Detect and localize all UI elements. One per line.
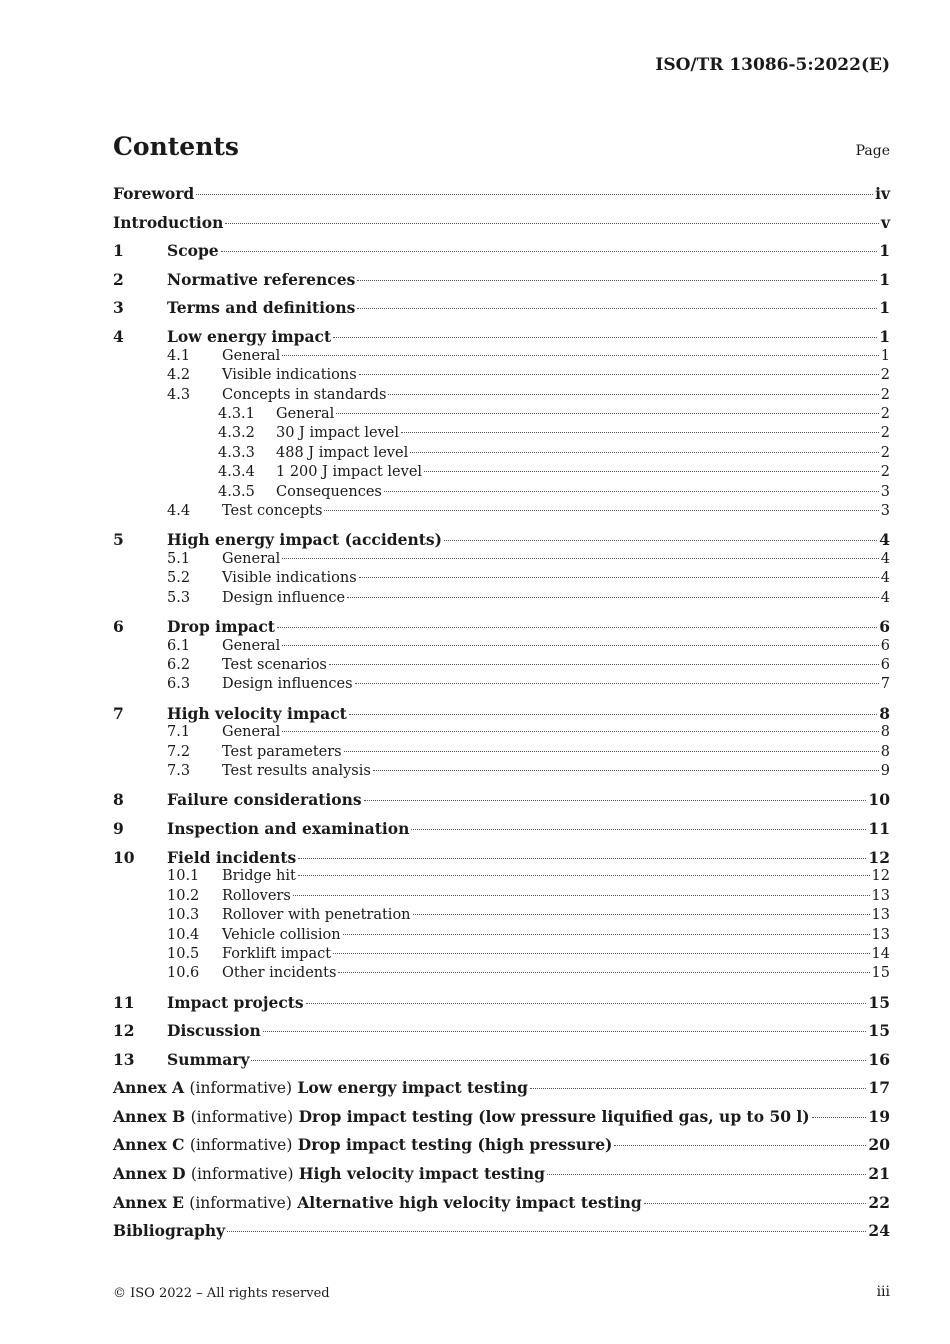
toc-entry-page: 4	[880, 550, 890, 567]
toc-entry[interactable]	[113, 1079, 890, 1098]
dot-leader	[355, 683, 879, 684]
dot-leader	[349, 714, 877, 715]
dot-leader	[388, 394, 878, 395]
dot-leader	[384, 491, 879, 492]
toc-entry[interactable]	[113, 444, 890, 463]
toc-entry-page: 6	[880, 637, 890, 654]
toc-entry-page: 2	[880, 425, 890, 442]
toc-entry-page: 1	[879, 298, 890, 318]
dot-leader	[444, 540, 877, 541]
toc-entry-page: 2	[880, 386, 890, 403]
dot-leader	[336, 413, 878, 414]
annex-label: Annex C	[113, 1135, 185, 1155]
toc-entry-page: 20	[868, 1135, 890, 1155]
toc-entry-title: Failure considerations	[167, 790, 362, 810]
toc-entry-number: 13	[113, 1049, 135, 1069]
toc-entry-title: Introduction	[113, 212, 224, 232]
toc-entry-page: 8	[880, 724, 890, 741]
toc-entry-number: 10.6	[167, 965, 200, 982]
toc-entry[interactable]	[113, 347, 890, 366]
toc-entry-number: 1	[113, 241, 124, 261]
dot-leader	[196, 194, 873, 195]
toc-entry-title: Concepts in standards	[222, 386, 387, 403]
toc-entry[interactable]	[113, 1022, 890, 1041]
toc-entry[interactable]	[113, 502, 890, 521]
dot-leader	[221, 251, 878, 252]
toc-entry[interactable]	[113, 424, 890, 443]
table-of-contents	[113, 185, 890, 1241]
toc-entry-number: 4.1	[167, 347, 191, 364]
dot-leader	[812, 1117, 867, 1118]
dot-leader	[282, 731, 878, 732]
toc-entry-title	[113, 1108, 810, 1127]
dot-leader	[357, 280, 877, 281]
dot-leader	[357, 308, 877, 309]
toc-entry-page: 3	[880, 483, 890, 500]
dot-leader	[277, 627, 877, 628]
annex-informative-label: (informative)	[189, 1136, 293, 1155]
toc-entry-title: Vehicle collision	[222, 926, 341, 943]
toc-entry-title: Discussion	[167, 1021, 261, 1041]
toc-entry-page: v	[880, 212, 890, 232]
toc-entry[interactable]	[113, 483, 890, 502]
dot-leader	[410, 452, 879, 453]
toc-entry[interactable]	[113, 1136, 890, 1155]
toc-entry-title: Scope	[167, 241, 219, 261]
toc-entry[interactable]	[113, 569, 890, 588]
toc-entry-title: Impact projects	[167, 992, 304, 1012]
toc-entry-page: 11	[868, 818, 890, 838]
toc-entry-number: 4	[113, 326, 124, 346]
toc-entry-page: 15	[868, 1021, 890, 1041]
toc-entry-title: Consequences	[276, 483, 382, 500]
toc-entry-title: Rollovers	[222, 887, 291, 904]
toc-entry-number: 6.3	[167, 676, 191, 693]
toc-entry[interactable]	[113, 589, 890, 608]
annex-informative-label: (informative)	[190, 1107, 294, 1126]
dot-leader	[333, 337, 877, 338]
toc-entry[interactable]	[113, 743, 890, 762]
toc-entry-page: 6	[879, 616, 890, 636]
toc-entry-title: 1 200 J impact level	[276, 464, 423, 481]
toc-entry[interactable]	[113, 242, 890, 261]
annex-label: Annex D	[113, 1164, 186, 1184]
toc-entry-page: 1	[879, 241, 890, 261]
dot-leader	[282, 645, 878, 646]
toc-entry-page: 15	[871, 965, 890, 982]
dot-leader	[282, 355, 878, 356]
dot-leader	[298, 875, 870, 876]
toc-entry-number: 3	[113, 298, 124, 318]
toc-entry-number: 12	[113, 1021, 135, 1041]
toc-entry-number: 11	[113, 992, 135, 1012]
toc-entry-title: Inspection and examination	[167, 818, 410, 838]
toc-entry[interactable]	[113, 637, 890, 656]
toc-entry-title: Drop impact	[167, 616, 275, 636]
toc-entry[interactable]	[113, 791, 890, 810]
toc-entry-number: 7.1	[167, 724, 191, 741]
toc-entry[interactable]	[113, 820, 890, 839]
toc-entry-page: 4	[879, 530, 890, 550]
toc-entry[interactable]	[113, 705, 890, 724]
dot-leader	[333, 953, 869, 954]
toc-entry-number: 4.3.5	[218, 483, 255, 500]
toc-entry-page: 13	[871, 887, 890, 904]
toc-entry-title: 30 J impact level	[276, 425, 399, 442]
toc-entry-title: Terms and definitions	[167, 298, 356, 318]
toc-entry-title: Bibliography	[113, 1221, 226, 1241]
footer-page-number: iii	[876, 1284, 890, 1300]
dot-leader	[329, 664, 879, 665]
toc-entry[interactable]	[113, 656, 890, 675]
toc-entry-page: 21	[868, 1164, 890, 1184]
annex-informative-label: (informative)	[189, 1193, 292, 1212]
toc-entry-page: 1	[880, 347, 890, 364]
toc-entry[interactable]	[113, 299, 890, 318]
toc-entry[interactable]	[113, 926, 890, 945]
toc-entry-title: Test results analysis	[222, 763, 371, 780]
dot-leader	[282, 558, 878, 559]
toc-entry-title	[113, 1079, 528, 1098]
toc-entry[interactable]	[113, 271, 890, 290]
toc-entry-number: 10.4	[167, 926, 200, 943]
toc-entry[interactable]	[113, 328, 890, 347]
dot-leader	[347, 597, 879, 598]
toc-entry[interactable]	[113, 887, 890, 906]
toc-entry-number: 6	[113, 616, 124, 636]
dot-leader	[227, 1231, 866, 1232]
toc-entry-page: iv	[875, 184, 890, 203]
dot-leader	[338, 972, 869, 973]
toc-entry-page: 22	[868, 1192, 890, 1212]
annex-title: Drop impact testing (high pressure)	[297, 1135, 613, 1155]
dot-leader	[547, 1174, 866, 1175]
toc-entry-page: 6	[880, 657, 890, 674]
page-column-label: Page	[855, 143, 890, 159]
annex-title: Low energy impact testing	[297, 1078, 528, 1098]
toc-entry-number: 10.1	[167, 868, 200, 885]
toc-entry[interactable]	[113, 531, 890, 550]
dot-leader	[364, 800, 867, 801]
toc-entry-number: 4.4	[167, 502, 191, 519]
toc-entry-title: Test scenarios	[222, 657, 327, 674]
toc-entry-number: 4.3.3	[218, 444, 255, 461]
toc-entry[interactable]	[113, 675, 890, 694]
toc-entry-page: 3	[880, 502, 890, 519]
dot-leader	[251, 1060, 866, 1061]
annex-label: Annex E	[113, 1192, 184, 1212]
toc-entry-title	[113, 1165, 545, 1184]
toc-entry-page: 13	[871, 907, 890, 924]
toc-entry[interactable]	[113, 1165, 890, 1184]
toc-entry-number: 4.3.2	[218, 425, 255, 442]
footer-copyright: © ISO 2022 – All rights reserved	[113, 1286, 330, 1301]
toc-entry-title: Summary	[167, 1049, 250, 1069]
toc-entry-title: Field incidents	[167, 847, 297, 867]
toc-entry-number: 10.2	[167, 887, 200, 904]
toc-entry-title: Other incidents	[222, 965, 337, 982]
annex-label: Annex A	[113, 1078, 185, 1098]
toc-entry-page: 12	[868, 847, 890, 867]
toc-entry-page: 7	[880, 676, 890, 693]
annex-title: Drop impact testing (low pressure liquified gas, up to 50 l)	[298, 1106, 810, 1126]
toc-entry-number: 9	[113, 818, 124, 838]
toc-entry-title: Normative references	[167, 269, 356, 289]
toc-entry-title: Design influences	[222, 676, 353, 693]
toc-entry[interactable]	[113, 214, 890, 233]
toc-entry-number: 4.3.4	[218, 464, 255, 481]
toc-entry-number: 10	[113, 847, 135, 867]
toc-entry-title: Bridge hit	[222, 868, 296, 885]
toc-entry-title: General	[276, 405, 335, 422]
toc-entry-title	[113, 1194, 642, 1213]
toc-entry[interactable]	[113, 463, 890, 482]
toc-entry-title: Low energy impact	[167, 326, 332, 346]
toc-entry-page: 13	[871, 926, 890, 943]
toc-entry-title: General	[222, 637, 281, 654]
toc-entry[interactable]	[113, 618, 890, 637]
toc-entry[interactable]	[113, 366, 890, 385]
toc-entry-number: 4.3	[167, 386, 191, 403]
toc-entry[interactable]	[113, 1222, 890, 1241]
toc-entry-title: Test concepts	[222, 502, 323, 519]
toc-entry-number: 5	[113, 530, 124, 550]
toc-entry[interactable]	[113, 723, 890, 742]
toc-entry-number: 10.5	[167, 945, 200, 962]
dot-leader	[306, 1003, 867, 1004]
toc-entry[interactable]	[113, 906, 890, 925]
annex-informative-label: (informative)	[189, 1079, 293, 1098]
toc-entry-title: Visible indications	[222, 367, 357, 384]
toc-entry-number: 2	[113, 269, 124, 289]
toc-entry-number: 5.2	[167, 570, 191, 587]
toc-entry-number: 7.3	[167, 763, 191, 780]
dot-leader	[359, 374, 879, 375]
toc-entry[interactable]	[113, 994, 890, 1013]
toc-entry-page: 4	[880, 570, 890, 587]
toc-entry[interactable]	[113, 1051, 890, 1070]
toc-entry[interactable]	[113, 185, 890, 204]
toc-entry[interactable]	[113, 762, 890, 781]
dot-leader	[413, 914, 870, 915]
toc-entry[interactable]	[113, 1194, 890, 1213]
toc-entry-title: High energy impact (accidents)	[167, 530, 442, 550]
toc-entry-title: Forklift impact	[222, 945, 332, 962]
document-id: ISO/TR 13086-5:2022(E)	[655, 55, 890, 75]
toc-entry[interactable]	[113, 849, 890, 868]
toc-entry[interactable]	[113, 386, 890, 405]
toc-entry-page: 2	[880, 444, 890, 461]
toc-entry-title: Visible indications	[222, 570, 357, 587]
toc-entry-page: 15	[868, 992, 890, 1012]
toc-entry-page: 24	[868, 1221, 890, 1241]
annex-informative-label: (informative)	[190, 1165, 294, 1184]
toc-entry-page: 2	[880, 405, 890, 422]
toc-entry-page: 12	[871, 868, 890, 885]
toc-entry-page: 14	[871, 945, 890, 962]
toc-entry-title: High velocity impact	[167, 703, 347, 723]
toc-entry-page: 2	[880, 367, 890, 384]
contents-heading: Contents	[113, 132, 240, 161]
toc-entry-title: General	[222, 550, 281, 567]
annex-title: Alternative high velocity impact testing	[297, 1192, 642, 1212]
toc-entry-title	[113, 1136, 612, 1155]
toc-entry-title: Rollover with penetration	[222, 907, 411, 924]
toc-entry-page: 2	[880, 464, 890, 481]
toc-entry-number: 5.3	[167, 589, 191, 606]
toc-entry-title: 488 J impact level	[276, 444, 409, 461]
toc-entry-page: 19	[868, 1106, 890, 1126]
toc-entry-number: 6.1	[167, 637, 191, 654]
toc-entry[interactable]	[113, 964, 890, 983]
toc-entry-number: 4.2	[167, 367, 191, 384]
dot-leader	[373, 770, 879, 771]
dot-leader	[401, 432, 879, 433]
dot-leader	[324, 510, 878, 511]
toc-entry-page: 8	[880, 743, 890, 760]
dot-leader	[530, 1088, 866, 1089]
annex-title: High velocity impact testing	[298, 1164, 545, 1184]
toc-entry[interactable]	[113, 867, 890, 886]
toc-entry-page: 16	[868, 1049, 890, 1069]
dot-leader	[644, 1203, 867, 1204]
dot-leader	[225, 223, 879, 224]
toc-entry-number: 8	[113, 790, 124, 810]
toc-entry-page: 1	[879, 326, 890, 346]
toc-entry-number: 10.3	[167, 907, 200, 924]
toc-entry-title: General	[222, 347, 281, 364]
toc-entry-number: 6.2	[167, 657, 191, 674]
toc-entry-page: 10	[868, 790, 890, 810]
dot-leader	[411, 829, 866, 830]
toc-entry-number: 4.3.1	[218, 405, 255, 422]
toc-entry[interactable]	[113, 945, 890, 964]
toc-entry[interactable]	[113, 405, 890, 424]
toc-entry-page: 4	[880, 589, 890, 606]
toc-entry-number: 7	[113, 703, 124, 723]
dot-leader	[424, 471, 879, 472]
dot-leader	[343, 934, 870, 935]
toc-entry-number: 5.1	[167, 550, 191, 567]
toc-entry-page: 8	[879, 703, 890, 723]
dot-leader	[263, 1031, 867, 1032]
toc-entry-page: 1	[879, 269, 890, 289]
toc-entry-number: 7.2	[167, 743, 191, 760]
toc-entry-title: General	[222, 724, 281, 741]
toc-entry-title: Foreword	[113, 184, 195, 203]
toc-entry-page: 17	[868, 1078, 890, 1098]
toc-entry[interactable]	[113, 1108, 890, 1127]
dot-leader	[614, 1145, 866, 1146]
toc-entry[interactable]	[113, 550, 890, 569]
dot-leader	[298, 858, 866, 859]
annex-label: Annex B	[113, 1106, 186, 1126]
toc-entry-title: Test parameters	[222, 743, 342, 760]
dot-leader	[344, 751, 879, 752]
toc-entry-title: Design influence	[222, 589, 346, 606]
dot-leader	[293, 895, 870, 896]
toc-entry-page: 9	[880, 763, 890, 780]
dot-leader	[359, 577, 879, 578]
